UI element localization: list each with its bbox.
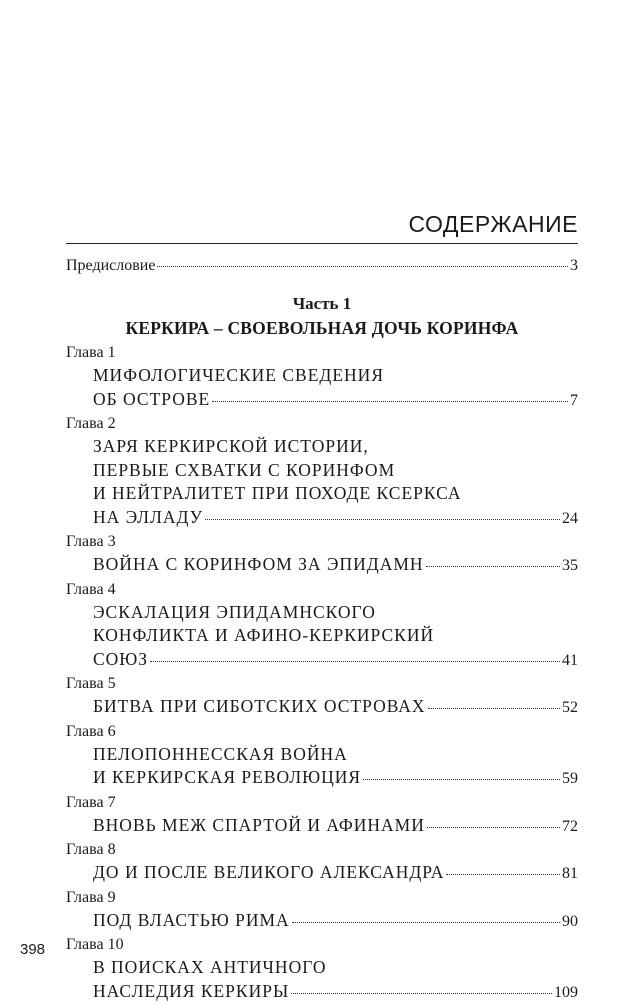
part-title: КЕРКИРА – СВОЕВОЛЬНАЯ ДОЧЬ КОРИНФА bbox=[66, 316, 578, 340]
chapter-label: Глава 1 bbox=[66, 341, 578, 364]
toc-entry-chapter-8[interactable] bbox=[66, 861, 578, 885]
chapter-title-line: ВНОВЬ МЕЖ СПАРТОЙ И АФИНАМИ bbox=[93, 814, 425, 838]
chapter-title-line: ПЕРВЫЕ СХВАТКИ С КОРИНФОМ bbox=[93, 459, 578, 483]
toc-entry-chapter-1[interactable] bbox=[66, 364, 578, 411]
chapter-title-line: И НЕЙТРАЛИТЕТ ПРИ ПОХОДЕ КСЕРКСА bbox=[93, 482, 578, 506]
page-folio: 398 bbox=[20, 940, 45, 960]
chapter-title-last-line bbox=[93, 695, 578, 719]
chapter-title-last-line bbox=[93, 861, 578, 885]
dot-leader bbox=[292, 922, 560, 923]
page-number: 24 bbox=[562, 507, 578, 531]
chapter-label: Глава 9 bbox=[66, 886, 578, 909]
chapter-label: Глава 7 bbox=[66, 791, 578, 814]
dot-leader bbox=[157, 266, 568, 267]
chapter-title-line: В ПОИСКАХ АНТИЧНОГО bbox=[93, 956, 578, 980]
chapter-title-line: ВОЙНА С КОРИНФОМ ЗА ЭПИДАМН bbox=[93, 553, 424, 577]
chapter-title-line: КОНФЛИКТА И АФИНО-КЕРКИРСКИЙ bbox=[93, 624, 578, 648]
chapter-title-line: ПОД ВЛАСТЬЮ РИМА bbox=[93, 909, 290, 933]
chapter-title-last-line bbox=[93, 980, 578, 1004]
chapter-title-last-line bbox=[93, 553, 578, 577]
chapter-title-last-line bbox=[93, 506, 578, 530]
page-number: 59 bbox=[562, 767, 578, 791]
dot-leader bbox=[428, 708, 560, 709]
chapter-title-line: НАСЛЕДИЯ КЕРКИРЫ bbox=[93, 980, 289, 1004]
toc-entry-preface[interactable] bbox=[66, 254, 578, 278]
chapter-label: Глава 5 bbox=[66, 672, 578, 695]
dot-leader bbox=[446, 874, 560, 875]
dot-leader bbox=[205, 519, 560, 520]
page-number: 72 bbox=[562, 815, 578, 839]
page-number: 7 bbox=[570, 389, 578, 413]
toc-entry-chapter-5[interactable] bbox=[66, 695, 578, 719]
toc-entry-chapter-3[interactable] bbox=[66, 553, 578, 577]
dot-leader bbox=[291, 993, 552, 994]
chapter-title-line: БИТВА ПРИ СИБОТСКИХ ОСТРОВАХ bbox=[93, 695, 426, 719]
chapter-title-line: ЗАРЯ КЕРКИРСКОЙ ИСТОРИИ, bbox=[93, 435, 578, 459]
dot-leader bbox=[212, 401, 568, 402]
toc-entry-chapter-4[interactable] bbox=[66, 601, 578, 672]
chapter-title-line: И КЕРКИРСКАЯ РЕВОЛЮЦИЯ bbox=[93, 766, 361, 790]
page-number: 81 bbox=[562, 862, 578, 886]
page-number: 41 bbox=[562, 649, 578, 673]
chapter-title-last-line bbox=[93, 648, 578, 672]
chapter-title-line: СОЮЗ bbox=[93, 648, 148, 672]
chapter-label: Глава 2 bbox=[66, 412, 578, 435]
chapter-title-line: НА ЭЛЛАДУ bbox=[93, 506, 203, 530]
chapter-title-line: ОБ ОСТРОВЕ bbox=[93, 388, 210, 412]
chapter-title-line: ПЕЛОПОННЕССКАЯ ВОЙНА bbox=[93, 743, 578, 767]
dot-leader bbox=[150, 661, 560, 662]
chapter-title-last-line bbox=[93, 766, 578, 790]
chapter-title-last-line bbox=[93, 909, 578, 933]
chapter-label: Глава 6 bbox=[66, 720, 578, 743]
table-of-contents bbox=[66, 254, 578, 1003]
title-rule bbox=[66, 243, 578, 244]
dot-leader bbox=[363, 779, 560, 780]
chapter-title-line: МИФОЛОГИЧЕСКИЕ СВЕДЕНИЯ bbox=[93, 364, 578, 388]
chapter-title-last-line bbox=[93, 814, 578, 838]
chapter-label: Глава 4 bbox=[66, 578, 578, 601]
chapter-title-last-line bbox=[93, 388, 578, 412]
page-number: 52 bbox=[562, 696, 578, 720]
page-number: 35 bbox=[562, 554, 578, 578]
chapter-title-line: ЭСКАЛАЦИЯ ЭПИДАМНСКОГО bbox=[93, 601, 578, 625]
toc-entry-chapter-2[interactable] bbox=[66, 435, 578, 529]
page-number: 109 bbox=[554, 981, 578, 1004]
chapter-label: Глава 8 bbox=[66, 838, 578, 861]
toc-entry-chapter-10[interactable] bbox=[66, 956, 578, 1003]
page-title: СОДЕРЖАНИЕ bbox=[408, 209, 578, 239]
chapter-label: Глава 3 bbox=[66, 530, 578, 553]
dot-leader bbox=[426, 566, 560, 567]
entry-title: Предисловие bbox=[66, 254, 155, 278]
dot-leader bbox=[427, 827, 560, 828]
toc-entry-chapter-9[interactable] bbox=[66, 909, 578, 933]
part-label: Часть 1 bbox=[66, 292, 578, 316]
toc-entry-chapter-6[interactable] bbox=[66, 743, 578, 790]
chapter-label: Глава 10 bbox=[66, 933, 578, 956]
page-number: 90 bbox=[562, 910, 578, 934]
chapter-list bbox=[66, 341, 578, 1003]
chapter-title-line: ДО И ПОСЛЕ ВЕЛИКОГО АЛЕКСАНДРА bbox=[93, 861, 444, 885]
toc-entry-chapter-7[interactable] bbox=[66, 814, 578, 838]
page-number: 3 bbox=[570, 254, 578, 278]
